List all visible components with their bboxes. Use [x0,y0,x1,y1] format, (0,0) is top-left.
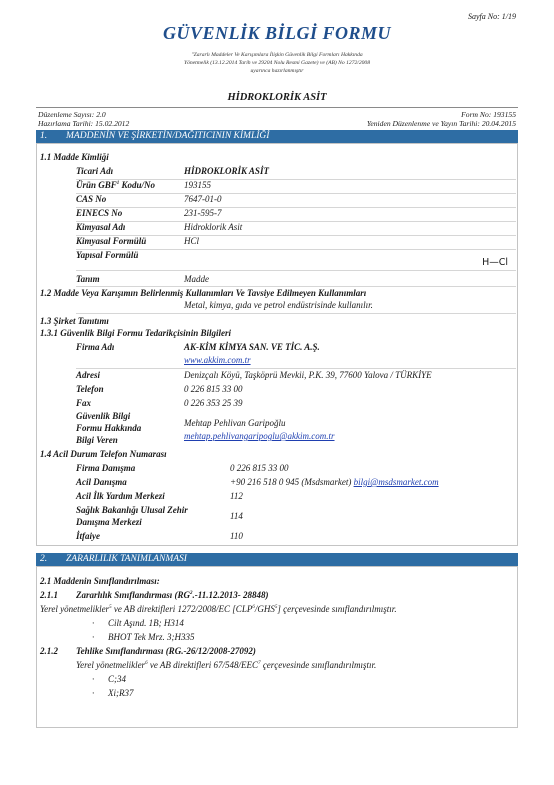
provider-label-line-1: Güvenlik Bilgi [76,411,131,421]
address-label: Adresi [76,370,101,380]
provider-label-line-3: Bilgi Veren [76,435,118,445]
s211-number: 2.1.1 [40,590,58,600]
s131-title: 1.3.1 Güvenlik Bilgi Formu Tedarikçisinin Bilgileri [40,328,231,338]
emergency-company-label: Firma Danışma [76,463,136,473]
provider-email-link[interactable]: mehtap.pehlivangaripoglu@akkim.com.tr [184,431,335,441]
einecs-value: 231-595-7 [184,208,222,218]
section-2-title: ZARARLILIK TANIMLANMASI [66,554,187,564]
identity-row [76,236,516,250]
header-divider [36,107,518,108]
revision-number: Düzenleme Sayısı: 2.0 [38,110,106,119]
form-number: Form No: 193155 [461,110,516,119]
usage-row [76,300,516,314]
poison-center-label-2: Danışma Merkezi [76,517,142,527]
fire-dept-label: İtfaiye [76,531,100,541]
trade-name-label: Ticari Adı [76,166,114,176]
company-website-link[interactable]: www.akkim.com.tr [184,355,251,365]
revision-date: Yeniden Düzenlenme ve Yayın Tarihi: 20.04.2015 [366,119,516,128]
identity-row [76,274,516,287]
structural-formula-value: H—Cl [482,257,508,268]
definition-label: Tanım [76,274,100,284]
chemical-formula-value: HCl [184,236,200,246]
identity-row [76,222,516,236]
section-2-header [36,553,518,566]
emergency-company-value: 0 226 815 33 00 [230,463,289,473]
provider-label-line-2: Formu Hakkında [76,423,142,433]
company-name: AK-KİM KİMYA SAN. VE TİC. A.Ş. [184,342,320,352]
identity-row [76,166,516,180]
cas-value: 7647-01-0 [184,194,222,204]
emergency-info-label: Acil Danışma [76,477,127,487]
identity-row [76,208,516,222]
s212-number: 2.1.2 [40,646,58,656]
classification-item: C;34 [108,674,126,684]
regulation-line-3: uyarınca hazırlanmıştır [250,68,304,74]
chemical-formula-label: Kimyasal Formülü [76,236,147,246]
cas-label: CAS No [76,194,107,204]
classification-item: Cilt Aşınd. 1B; H314 [108,618,184,628]
product-code-value: 193155 [184,180,211,190]
fax-label: Fax [76,398,92,408]
trade-name-value: HİDROKLORİK ASİT [184,166,269,176]
chemical-name-label: Kimyasal Adı [76,222,126,232]
bullet-icon: · [92,688,95,698]
classification-item: BHOT Tek Mrz. 3;H335 [108,632,195,642]
row-divider [76,368,516,369]
fax-value: 0 226 353 25 39 [184,398,243,408]
fire-dept-value: 110 [230,531,243,541]
classification-item: Xi;R37 [108,688,134,698]
usage-value: Metal, kimya, gıda ve petrol endüstrisinde kullanılır. [184,300,373,310]
first-aid-label: Acil İlk Yardım Merkezi [76,491,165,501]
structural-formula-label: Yapısal Formülü [76,250,139,260]
s12-title: 1.2 Madde Veya Karışımın Belirlenmiş Kullanımları Ve Tavsiye Edilmeyen Kullanımları [40,288,367,298]
section-2-number: 2. [40,554,48,564]
first-aid-value: 112 [230,491,243,501]
s211-description: Yerel yönetmelikler$^5$ ve AB direktifleri 1272/2008/EC [CLP$^6$/GHS$^5$] çerçevesinde sınıflandırılmıştır. [40,604,397,614]
bullet-icon: · [92,674,95,684]
definition-value: Madde [184,274,209,284]
s211-title: Zararlılık Sınıflandırması ($RG^2.-11.12.2013-$ 28848) [76,590,269,600]
msdsmarket-email-link[interactable]: bilgi@msdsmarket.com [353,477,439,487]
identity-row [76,250,516,271]
product-name: HİDROKLORİK ASİT [227,92,327,103]
s13-title: 1.3 Şirket Tanıtımı [40,316,109,326]
einecs-label: EINECS No [76,208,123,218]
phone-value: 0 226 815 33 00 [184,384,243,394]
section-1-number: 1. [40,131,48,141]
s212-title: Tehlike Sınıflandırması (RG.-26/12/2008-27092) [76,646,256,656]
phone-label: Telefon [76,384,104,394]
bullet-icon: · [92,632,95,642]
identity-row [76,194,516,208]
regulation-line-1: "Zararlı Maddeler Ve Karışımlara İlişkin Güvenlik Bilgi Formları Hakkında [191,52,363,58]
provider-name: Mehtap Pehlivan Garipoğlu [184,418,286,428]
s212-description: Yerel yönetmelikler$^6$ ve AB direktifleri 67/548/EEC$^7$ çerçevesinde sınıflandırılmıştır. [76,660,377,670]
poison-center-value: 114 [230,511,243,521]
product-code-label: Ürün GBF$^1$ Kodu/No [76,180,156,190]
regulation-line-2: Yönetmelik (13.12.2014 Tarih ve 29204 Nolu Resmi Gazete) ve (AB) No 1272/2008 [183,60,371,66]
s21-title: 2.1 Maddenin Sınıflandırılması: [40,576,160,586]
page-number: Sayfa No: 1/19 [468,12,516,21]
s14-title: 1.4 Acil Durum Telefon Numarası [40,449,167,459]
section-1-title: MADDENİN VE ŞİRKETİN/DAĞITICININ KİMLİĞİ [66,131,270,141]
s11-title: 1.1 Madde Kimliği [40,152,109,162]
preparation-date: Hazırlama Tarihi: 15.02.2012 [38,119,130,128]
section-1-header [36,130,518,143]
document-title: GÜVENLİK BİLGİ FORMU [162,23,392,43]
poison-center-label-1: Sağlık Bakanlığı Ulusal Zehir [76,505,188,515]
address-value: Denizçalı Köyü, Taşköprü Mevkii, P.K. 39, 77600 Yalova / TÜRKİYE [184,370,432,380]
bullet-icon: · [92,618,95,628]
company-label: Firma Adı [76,342,115,352]
chemical-name-value: Hidroklorik Asit [184,222,243,232]
emergency-info-value: +90 216 518 0 945 (Msdsmarket) bilgi@msdsmarket.com [230,477,439,487]
identity-row [76,180,516,194]
